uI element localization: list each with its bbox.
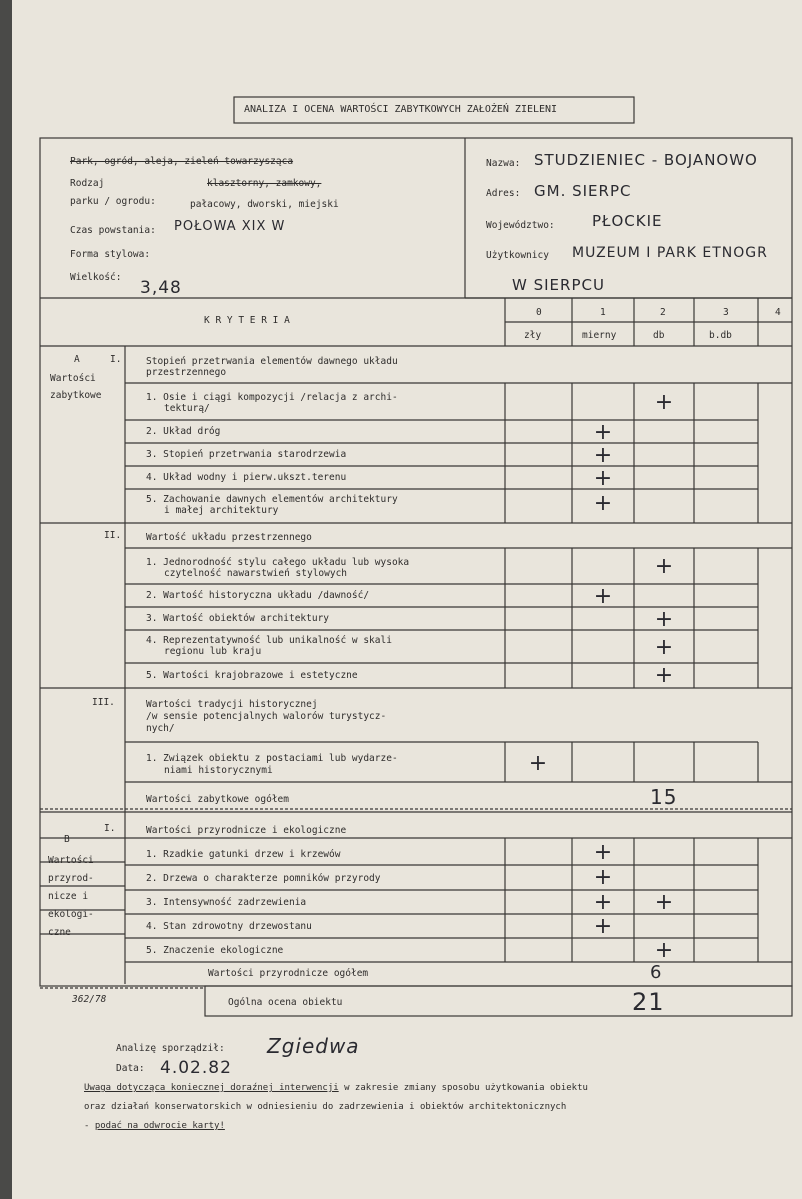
group-a1-num: I. <box>110 354 122 365</box>
row-b-4: 4. Stan zdrowotny drzewostanu <box>146 921 312 932</box>
date-label: Data: <box>116 1063 145 1074</box>
row-a3-1b: niami historycznymi <box>164 765 273 776</box>
score-mark-b-extra-2: + <box>654 890 674 915</box>
score-mark-a-10: + <box>528 751 548 776</box>
total-a-label: Wartości zabytkowe ogółem <box>146 794 289 805</box>
section-b-group-label: Wartości przyrodnicze i ekologiczne <box>146 825 347 836</box>
row-a1-5: 5. Zachowanie dawnych elementów architektury <box>146 494 398 505</box>
row-a1-5b: i małej architektury <box>164 505 279 516</box>
wielkosc-label: Wielkość: <box>70 272 122 283</box>
score-3: 3 <box>723 307 729 318</box>
score-mark-a-8: + <box>654 635 674 660</box>
total-b-label: Wartości przyrodnicze ogółem <box>208 968 369 979</box>
woj-value: PŁOCKIE <box>592 212 663 230</box>
row-a1-4: 4. Układ wodny i pierw.ukszt.terenu <box>146 472 347 483</box>
woj-label: Województwo: <box>486 220 555 231</box>
group-a3-line2: /w sensie potencjalnych walorów turystycz- <box>146 711 387 722</box>
overall-label: Ogólna ocena obiektu <box>228 997 343 1008</box>
park-types: Park, ogród, aleja, zieleń towarzysząca <box>70 156 294 167</box>
section-a-letter: A <box>74 354 80 365</box>
score-mark-a-9: + <box>654 663 674 688</box>
score-mark-a-6: + <box>593 584 613 609</box>
rodzaj-value: klasztorny, zamkowy, <box>207 178 322 189</box>
group-a2-line1: Wartość układu przestrzennego <box>146 532 312 543</box>
score-mark-b-0: + <box>593 840 613 865</box>
form-grid <box>12 0 802 1199</box>
row-a2-3: 3. Wartość obiektów architektury <box>146 613 330 624</box>
score-mark-b-3: + <box>593 914 613 939</box>
row-a2-2: 2. Wartość historyczna układu /dawność/ <box>146 590 370 601</box>
row-a1-1: 1. Osie i ciągi kompozycji /relacja z archi- <box>146 392 398 403</box>
group-a3-line1: Wartości tradycji historycznej <box>146 699 318 710</box>
score-mark-b-4: + <box>654 938 674 963</box>
total-a-value: 15 <box>650 785 678 809</box>
forma-label: Forma stylowa: <box>70 249 151 260</box>
adres-label: Adres: <box>486 188 521 199</box>
section-a-name-2: zabytkowe <box>50 390 102 401</box>
wielkosc-value: 3,48 <box>140 278 182 298</box>
row-a1-1b: tekturą/ <box>164 403 210 414</box>
czas-value: POŁOWA XIX W <box>174 219 286 234</box>
score-2: 2 <box>660 307 666 318</box>
row-a1-3: 3. Stopień przetrwania starodrzewia <box>146 449 347 460</box>
overall-value: 21 <box>632 988 665 1016</box>
note-underlined: Uwaga dotycząca koniecznej doraźnej interwencji <box>84 1083 339 1093</box>
grade-bdb: b.db <box>709 330 732 341</box>
score-mark-b-2: + <box>593 890 613 915</box>
grade-db: db <box>653 330 665 341</box>
score-4: 4 <box>775 307 781 318</box>
group-a3-line3: nych/ <box>146 723 175 734</box>
row-b-3: 3. Intensywność zadrzewienia <box>146 897 307 908</box>
grade-mierny: mierny <box>582 330 617 341</box>
section-b-letter: B <box>64 834 70 845</box>
grade-zly: zły <box>524 330 542 341</box>
row-b-1: 1. Rzadkie gatunki drzew i krzewów <box>146 849 341 860</box>
section-b-num: I. <box>104 823 116 834</box>
parku-label: parku / ogrodu: <box>70 196 156 207</box>
row-b-5: 5. Znaczenie ekologiczne <box>146 945 284 956</box>
adres-value: GM. SIERPC <box>534 182 632 200</box>
uzyt-label: Użytkownicy <box>486 250 549 261</box>
score-mark-b-1: + <box>593 865 613 890</box>
uzyt-value-2: W SIERPCU <box>512 276 605 294</box>
note-line-1 <box>84 1083 588 1094</box>
score-mark-a-7: + <box>654 607 674 632</box>
kryteria-label: K R Y T E R I A <box>204 315 290 326</box>
row-a1-2: 2. Układ dróg <box>146 426 221 437</box>
score-1: 1 <box>600 307 606 318</box>
group-a2-num: II. <box>104 530 122 541</box>
score-0: 0 <box>536 307 542 318</box>
group-a3-num: III. <box>92 697 115 708</box>
section-b-name-5: czne <box>48 927 71 938</box>
archive-number: 362/78 <box>72 994 107 1005</box>
score-mark-a-0: + <box>654 390 674 415</box>
analysis-signature: Zgiedwa <box>267 1034 360 1058</box>
score-mark-a-3: + <box>593 466 613 491</box>
rodzaj-label: Rodzaj <box>70 178 105 189</box>
note-rest-1: w zakresie zmiany sposobu użytkowania obiektu <box>338 1083 588 1093</box>
date-value: 4.02.82 <box>160 1058 232 1078</box>
row-a2-4: 4. Reprezentatywność lub unikalność w skali <box>146 635 392 646</box>
score-mark-a-2: + <box>593 443 613 468</box>
group-a1-line1: Stopień przetrwania elementów dawnego układu <box>146 356 398 367</box>
parku-value: pałacowy, dworski, miejski <box>190 199 339 210</box>
nazwa-label: Nazwa: <box>486 158 521 169</box>
row-a2-4b: regionu lub kraju <box>164 646 262 657</box>
note-line-2: oraz działań konserwatorskich w odniesieniu do zadrzewienia i obiektów architektonicznych <box>84 1102 567 1112</box>
score-mark-a-5: + <box>654 554 674 579</box>
row-a3-1: 1. Związek obiektu z postaciami lub wydarze- <box>146 753 398 764</box>
section-b-name-1: Wartości <box>48 855 94 866</box>
section-b-name-4: ekologi- <box>48 909 94 920</box>
score-mark-a-4: + <box>593 491 613 516</box>
analysis-label: Analizę sporządził: <box>116 1043 225 1054</box>
section-a-name-1: Wartości <box>50 373 96 384</box>
row-a2-5: 5. Wartości krajobrazowe i estetyczne <box>146 670 358 681</box>
section-b-name-3: nicze i <box>48 891 89 902</box>
nazwa-value: STUDZIENIEC - BOJANOWO <box>534 151 758 169</box>
group-a1-line2: przestrzennego <box>146 367 227 378</box>
form-title: ANALIZA I OCENA WARTOŚCI ZABYTKOWYCH ZAŁOŻEŃ ZIELENI <box>244 104 558 115</box>
note-line-3 <box>84 1121 225 1132</box>
score-mark-a-1: + <box>593 420 613 445</box>
row-a2-1b: czytelność nawarstwień stylowych <box>164 568 348 579</box>
note-dash: - <box>84 1121 95 1131</box>
document-sheet <box>12 0 802 1199</box>
row-b-2: 2. Drzewa o charakterze pomników przyrody <box>146 873 381 884</box>
uzyt-value-1: MUZEUM I PARK ETNOGR <box>572 245 768 261</box>
row-a2-1: 1. Jednorodność stylu całego układu lub wysoka <box>146 557 410 568</box>
note-line-3-text: podać na odwrocie karty! <box>94 1121 225 1131</box>
czas-label: Czas powstania: <box>70 225 156 236</box>
section-b-name-2: przyrod- <box>48 873 94 884</box>
total-b-value: 6 <box>650 962 663 983</box>
